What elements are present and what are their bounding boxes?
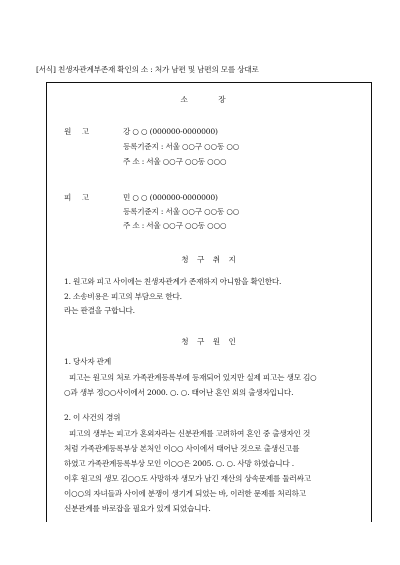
section1-line-1: 피고는 원고의 처로 가족관계등록부에 등재되어 있지만 실제 피고는 생모 김○ <box>69 373 317 382</box>
defendant-name: 민 ○ ○ (000000-0000000) <box>123 193 218 202</box>
section2-line-1: 피고의 생부는 피고가 혼외자라는 신분관계를 고려하여 혼인 중 출생자인 것 <box>69 429 311 438</box>
section2-line-5: 이○○의 자녀들과 사이에 분쟁이 생기게 되었는 바, 이러한 문제를 처리하고 <box>64 489 306 498</box>
defendant-registration: 등록기준지 : 서울 ○○구 ○○동 ○○ <box>123 207 240 216</box>
cause-heading: 청 구 원 인 <box>181 337 239 346</box>
section2-line-2: 처럼 가족관계등록부상 본처인 이○○ 사이에서 태어난 것으로 출생신고를 <box>64 444 300 453</box>
section2-line-3: 하였고 가족관계등록부상 모인 이○○은 2005. ○. ○. 사망 하였습니다 . <box>64 459 294 468</box>
claim-heading: 청 구 취 지 <box>181 255 239 264</box>
plaintiff-name: 강 ○ ○ (000000-0000000) <box>123 127 218 136</box>
claim-line-3: 라는 판결을 구합니다. <box>64 306 135 315</box>
section2-line-6: 신분관계를 바로잡을 필요가 있게 되었습니다. <box>64 504 211 513</box>
section2-title: 2. 이 사건의 경위 <box>64 413 121 422</box>
form-header: [서식] 친생자관계부존재 확인의 소 : 처가 남편 및 남편의 모를 상대로 <box>36 65 259 74</box>
claim-line-1: 1. 원고와 피고 사이에는 친생자관계가 존재하지 아니함을 확인한다. <box>64 277 282 286</box>
plaintiff-address: 주 소 : 서울 ○○구 ○○동 ○○○ <box>123 157 227 166</box>
plaintiff-role: 원 고 <box>64 127 94 136</box>
claim-line-2: 2. 소송비용은 피고의 부담으로 한다. <box>64 292 182 301</box>
defendant-address: 주 소 : 서울 ○○구 ○○동 ○○○ <box>123 221 227 230</box>
section1-title: 1. 당사자 관계 <box>64 357 111 366</box>
document-frame <box>46 82 372 522</box>
section2-line-4: 이후 원고의 생모 김○○도 사망하자 생모가 남긴 재산의 상속문제를 둘러싸고 <box>64 474 311 483</box>
document-title: 소 장 <box>180 95 240 104</box>
plaintiff-registration: 등록기준지 : 서울 ○○구 ○○동 ○○ <box>123 142 240 151</box>
section1-line-2: ○과 생부 정○○사이에서 2000. ○. ○. 태어난 혼인 외의 출생자입니다. <box>64 388 294 397</box>
defendant-role: 피 고 <box>64 193 94 202</box>
